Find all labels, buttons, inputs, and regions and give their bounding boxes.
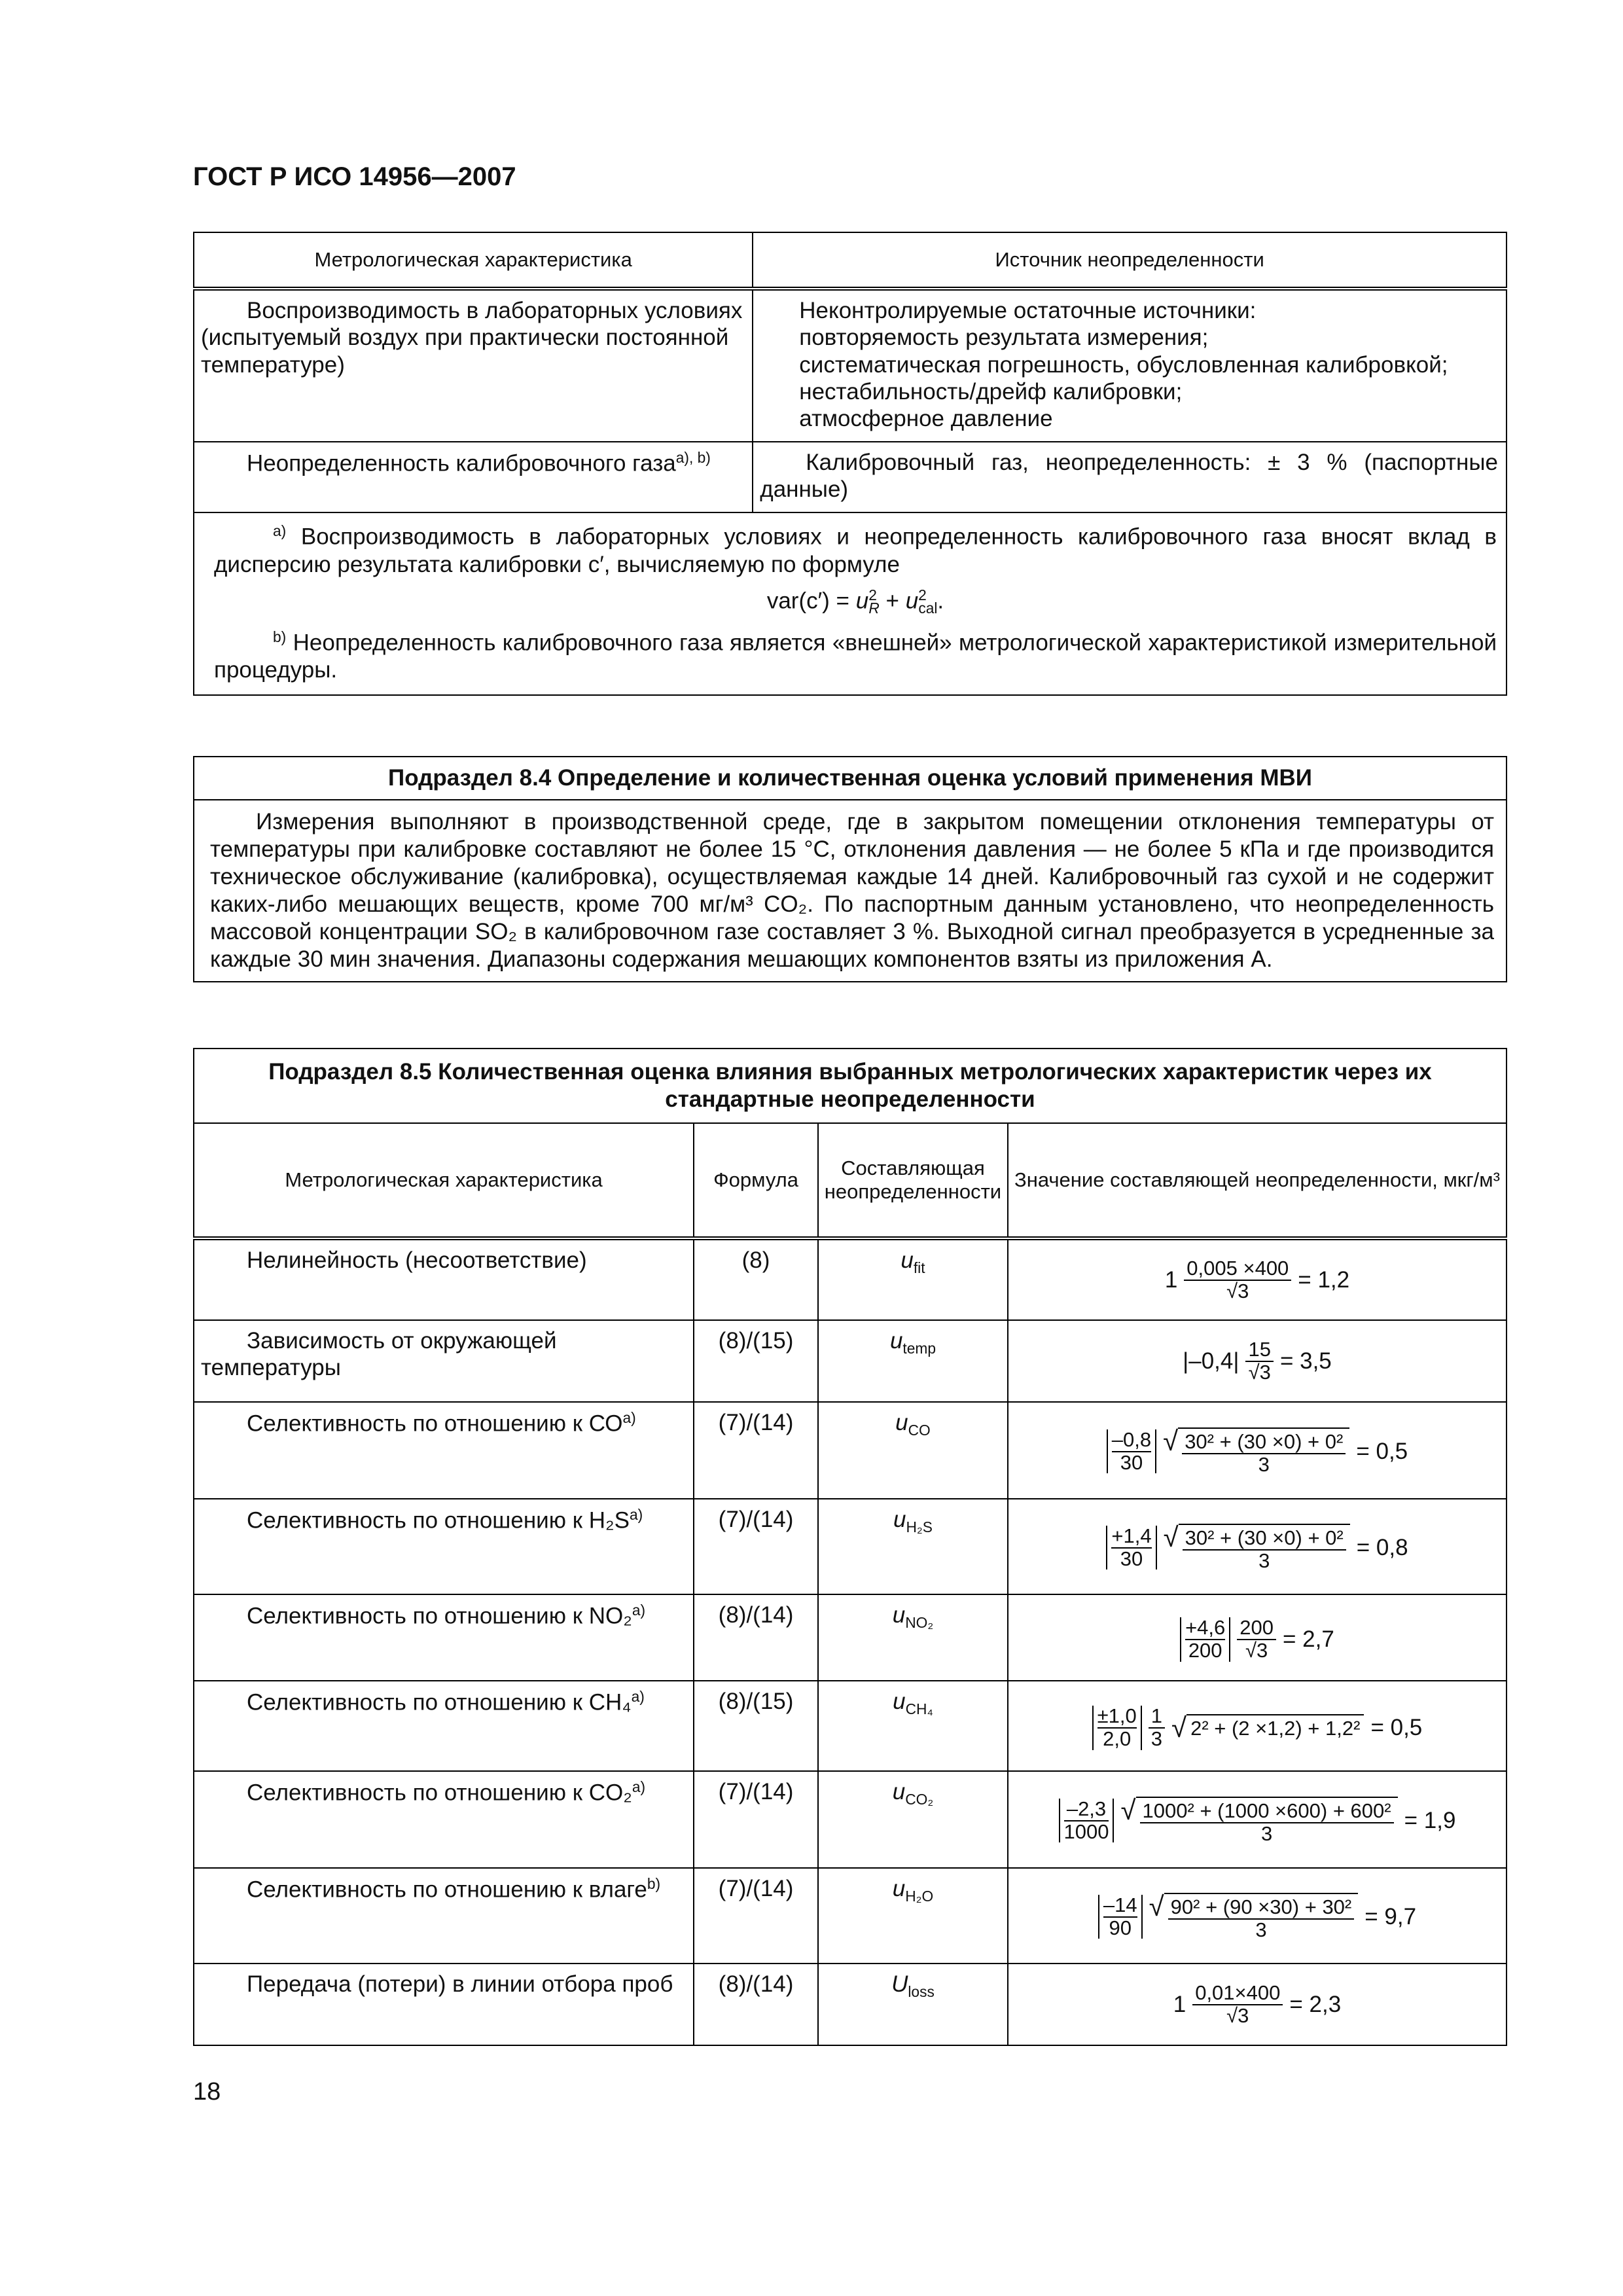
component-cell xyxy=(818,1238,1008,1320)
uncertainty-sources-table xyxy=(193,232,1507,696)
characteristic-cell xyxy=(194,1499,694,1594)
table-cell-source: Калибровочный газ, неопределенность: ± 3 % (паспортные данные) xyxy=(753,442,1507,512)
value-denominator: √3 xyxy=(1248,1360,1271,1384)
abs-denominator: 1000 xyxy=(1063,1820,1109,1843)
component-symbol: u xyxy=(889,1328,903,1354)
table-row xyxy=(194,1402,1507,1499)
component-symbol: u xyxy=(893,1507,906,1532)
table-row xyxy=(194,1320,1507,1402)
abs-numerator: ±1,0 xyxy=(1097,1704,1137,1728)
component-cell xyxy=(818,1771,1008,1868)
sqrt-denominator: 3 xyxy=(1260,1821,1273,1845)
sqrt-numerator: 30² + (30 ×0) + 0² xyxy=(1183,1528,1346,1551)
value-result: = 3,5 xyxy=(1279,1348,1332,1374)
table-footnotes xyxy=(194,512,1507,695)
component-symbol: u xyxy=(901,1247,914,1273)
column-header-value: Значение составляющей неопределенности, мкг/м³ xyxy=(1008,1123,1507,1238)
component-symbol: u xyxy=(893,1689,906,1714)
source-line: Неконтролируемые остаточные источники: xyxy=(799,298,1257,323)
abs-numerator: –14 xyxy=(1103,1893,1137,1916)
table-row xyxy=(194,1681,1507,1771)
formula-cell: (8)/(14) xyxy=(694,1594,818,1681)
footnote-ref: а) xyxy=(622,1409,636,1426)
section-8-5-table xyxy=(193,1048,1507,2046)
characteristic-cell xyxy=(194,1771,694,1868)
source-line: систематическая погрешность, обусловленная калибровкой; xyxy=(799,351,1448,378)
value-result: = 1,2 xyxy=(1298,1266,1350,1293)
value-cell xyxy=(1008,1320,1507,1402)
source-line: атмосферное давление xyxy=(799,406,1053,432)
footnote-ref: а), b) xyxy=(675,449,711,466)
document-header: ГОСТ Р ИСО 14956—2007 xyxy=(193,162,516,191)
variance-formula: $var(c') = u^2_R + u^2_{cal}$. xyxy=(766,586,944,617)
table-row xyxy=(194,1771,1507,1868)
value-result: = 0,8 xyxy=(1356,1534,1408,1560)
component-symbol: u xyxy=(895,1410,908,1435)
formula-cell: (8) xyxy=(694,1238,818,1320)
section-8-4-box xyxy=(193,756,1507,982)
column-header-characteristic: Метрологическая характеристика xyxy=(194,1123,694,1238)
footnote-a-text: Воспроизводимость в лабораторных условиях и неопределенность калибровочного газа вносят вклад в дисперсию результата калибровки c′, вычисляемую по формуле xyxy=(214,524,1497,577)
sqrt-numerator: 30² + (30 ×0) + 0² xyxy=(1182,1431,1346,1454)
sqrt-radicand: 2² + (2 ×1,2) + 1,2² xyxy=(1186,1714,1364,1741)
sqrt-denominator: 3 xyxy=(1255,1918,1267,1941)
component-subscript: temp xyxy=(902,1340,936,1357)
footnote-ref: а) xyxy=(632,1602,646,1619)
value-cell xyxy=(1008,1238,1507,1320)
formula-cell: (7)/(14) xyxy=(694,1499,818,1594)
column-header-characteristic: Метрологическая характеристика xyxy=(194,232,753,289)
component-subscript: fit xyxy=(913,1259,925,1276)
page-number: 18 xyxy=(193,2078,221,2106)
section-8-4-title: Подраздел 8.4 Определение и количественная оценка условий применения МВИ xyxy=(194,757,1507,800)
characteristic-text: Неопределенность калибровочного газа xyxy=(247,450,676,476)
value-prefix: 1 xyxy=(1173,1991,1186,2017)
footnote-mark-b: b) xyxy=(273,628,287,645)
value-numerator: 0,005 ×400 xyxy=(1184,1258,1291,1281)
abs-denominator: 90 xyxy=(1109,1916,1132,1939)
value-result: = 2,7 xyxy=(1283,1626,1334,1653)
abs-numerator: +4,6 xyxy=(1185,1616,1226,1640)
component-subscript: loss xyxy=(908,1983,935,2000)
component-cell xyxy=(818,1499,1008,1594)
table-row xyxy=(194,1868,1507,1964)
characteristic-cell xyxy=(194,1868,694,1964)
footnote-ref: а) xyxy=(629,1506,643,1523)
table-cell-characteristic: Воспроизводимость в лабораторных условиях (испытуемый воздух при практически постоянной температуре) xyxy=(194,289,753,442)
value-denominator: √3 xyxy=(1226,2003,1249,2027)
value-denominator: 3 xyxy=(1150,1727,1163,1750)
characteristic-text: Селективность по отношению к влаге xyxy=(247,1876,647,1903)
value-result: = 9,7 xyxy=(1364,1903,1417,1929)
sqrt-denominator: 3 xyxy=(1258,1452,1270,1476)
abs-numerator: –0,8 xyxy=(1111,1427,1152,1451)
characteristic-cell: Нелинейность (несоответствие) xyxy=(194,1238,694,1320)
sqrt-numerator: 90² + (90 ×30) + 30² xyxy=(1168,1897,1355,1920)
table-row xyxy=(194,1964,1507,2045)
formula-cell: (8)/(15) xyxy=(694,1320,818,1402)
section-8-5-title: Подраздел 8.5 Количественная оценка влияния выбранных метрологических характеристик через их стандартные неопределенности xyxy=(194,1049,1507,1123)
characteristic-text: Селективность по отношению к СО xyxy=(247,1410,623,1437)
section-8-4-body xyxy=(194,800,1507,982)
value-prefix: |–0,4| xyxy=(1183,1348,1240,1374)
formula-cell: (8)/(14) xyxy=(694,1964,818,2045)
characteristic-cell: Передача (потери) в линии отбора проб xyxy=(194,1964,694,2045)
characteristic-cell xyxy=(194,1402,694,1499)
component-cell xyxy=(818,1964,1008,2045)
component-subscript: NO₂ xyxy=(905,1614,934,1631)
value-cell: $\frac{+1,4}{30}$ √ $\frac{\text{30² + (30 ×0) + 0²}}{3}$ = 0,8 xyxy=(1008,1499,1507,1594)
value-cell xyxy=(1008,1594,1507,1681)
table-row xyxy=(194,1238,1507,1320)
component-subscript: CO xyxy=(908,1422,931,1439)
source-line: нестабильность/дрейф калибровки; xyxy=(799,378,1183,404)
value-cell: $\frac{\pm 1,0}{2,0}$ $\frac{1}{3}$ √ 2² + (2 ×1,2) + 1,2² = 0,5 xyxy=(1008,1681,1507,1771)
characteristic-text: Селективность по отношению к H₂S xyxy=(247,1507,630,1534)
abs-denominator: 30 xyxy=(1120,1547,1143,1570)
characteristic-cell: Зависимость от окружающей температуры xyxy=(194,1320,694,1402)
value-numerator: 200 xyxy=(1237,1617,1276,1640)
footnote-mark-a: а) xyxy=(273,522,287,539)
footnote-ref: а) xyxy=(631,1688,645,1705)
characteristic-text: Селективность по отношению к CH₄ xyxy=(247,1689,632,1715)
component-cell xyxy=(818,1594,1008,1681)
sqrt-numerator: 1000² + (1000 ×600) + 600² xyxy=(1140,1801,1394,1823)
value-numerator: 1 xyxy=(1149,1706,1165,1729)
source-line: повторяемость результата измерения; xyxy=(799,325,1209,351)
footnote-ref: а) xyxy=(632,1778,646,1795)
footnote-b-text: Неопределенность калибровочного газа является «внешней» метрологической характеристикой измерительной процедуры. xyxy=(214,630,1497,683)
component-subscript: H₂O xyxy=(905,1888,934,1905)
component-subscript: CO₂ xyxy=(905,1791,934,1808)
component-symbol: u xyxy=(892,1602,906,1628)
value-result: = 2,3 xyxy=(1289,1991,1342,2017)
component-subscript: H₂S xyxy=(906,1518,933,1535)
characteristic-cell xyxy=(194,1594,694,1681)
abs-numerator: +1,4 xyxy=(1111,1524,1152,1547)
abs-denominator: 2,0 xyxy=(1103,1727,1132,1750)
footnote-ref: b) xyxy=(647,1875,661,1892)
value-cell: $\frac{-14}{90}$ √ $\frac{\text{90² + (90 ×30) + 30²}}{3}$ = 9,7 xyxy=(1008,1868,1507,1964)
component-cell xyxy=(818,1320,1008,1402)
column-header-source: Источник неопределенности xyxy=(753,232,1507,289)
component-cell xyxy=(818,1681,1008,1771)
characteristic-text: Селективность по отношению к CO₂ xyxy=(247,1780,632,1806)
value-denominator: √3 xyxy=(1245,1639,1268,1662)
abs-denominator: 200 xyxy=(1188,1639,1222,1662)
section-8-4-text: Измерения выполняют в производственной среде, где в закрытом помещении отклонения температуры от температуры при калибровке составляют не более 15 °С, отклонения давления — не более 5 кПа и где производится техническое обслуживание (калибровка), осуществляемая каждые 14 дней. Калибровочный газ сухой и не содержит каких-либо мешающих веществ, кроме 700 мг/м³ CO₂. По паспортным данным установлено, что неопределенность массовой концентрации SO₂ в калибровочном газе составляет 3 %. Выходной сигнал преобразуется в усредненные за каждые 30 мин значения. Диапазоны содержания мешающих компонентов взяты из приложения А. xyxy=(210,809,1494,972)
component-symbol: u xyxy=(892,1876,906,1901)
component-symbol: U xyxy=(891,1971,908,1997)
value-denominator: √3 xyxy=(1226,1279,1249,1302)
value-result: = 0,5 xyxy=(1370,1715,1423,1741)
table-row xyxy=(194,1499,1507,1594)
formula-cell: (7)/(14) xyxy=(694,1771,818,1868)
table-cell-characteristic xyxy=(194,442,753,512)
component-subscript: CH₄ xyxy=(905,1700,933,1717)
formula-cell: (7)/(14) xyxy=(694,1868,818,1964)
value-numerator: 15 xyxy=(1245,1339,1273,1362)
value-numerator: 0,01×400 xyxy=(1192,1982,1283,2005)
column-header-component: Составляющая неопределенности xyxy=(818,1123,1008,1238)
column-header-formula: Формула xyxy=(694,1123,818,1238)
abs-numerator: –2,3 xyxy=(1064,1799,1109,1821)
table-row xyxy=(194,1594,1507,1681)
formula-cell: (7)/(14) xyxy=(694,1402,818,1499)
component-symbol: u xyxy=(892,1779,906,1804)
value-result: = 1,9 xyxy=(1404,1807,1456,1833)
value-cell xyxy=(1008,1964,1507,2045)
value-prefix: 1 xyxy=(1164,1266,1178,1293)
value-cell: $\frac{-0,8}{30}$ √ $\frac{\text{30² + (30 ×0) + 0²}}{3}$ = 0,5 xyxy=(1008,1402,1507,1499)
value-result: = 0,5 xyxy=(1356,1438,1408,1464)
component-cell xyxy=(818,1868,1008,1964)
component-cell xyxy=(818,1402,1008,1499)
table-cell-source xyxy=(753,289,1507,442)
value-cell: $\frac{-2,3}{1000}$ √ $\frac{\text{1000² + (1000 ×600) + 600²}}{3}$ = 1,9 xyxy=(1008,1771,1507,1868)
formula-cell: (8)/(15) xyxy=(694,1681,818,1771)
abs-denominator: 30 xyxy=(1120,1450,1143,1474)
characteristic-text: Селективность по отношению к NO₂ xyxy=(247,1603,632,1629)
characteristic-cell xyxy=(194,1681,694,1771)
sqrt-denominator: 3 xyxy=(1258,1549,1270,1572)
